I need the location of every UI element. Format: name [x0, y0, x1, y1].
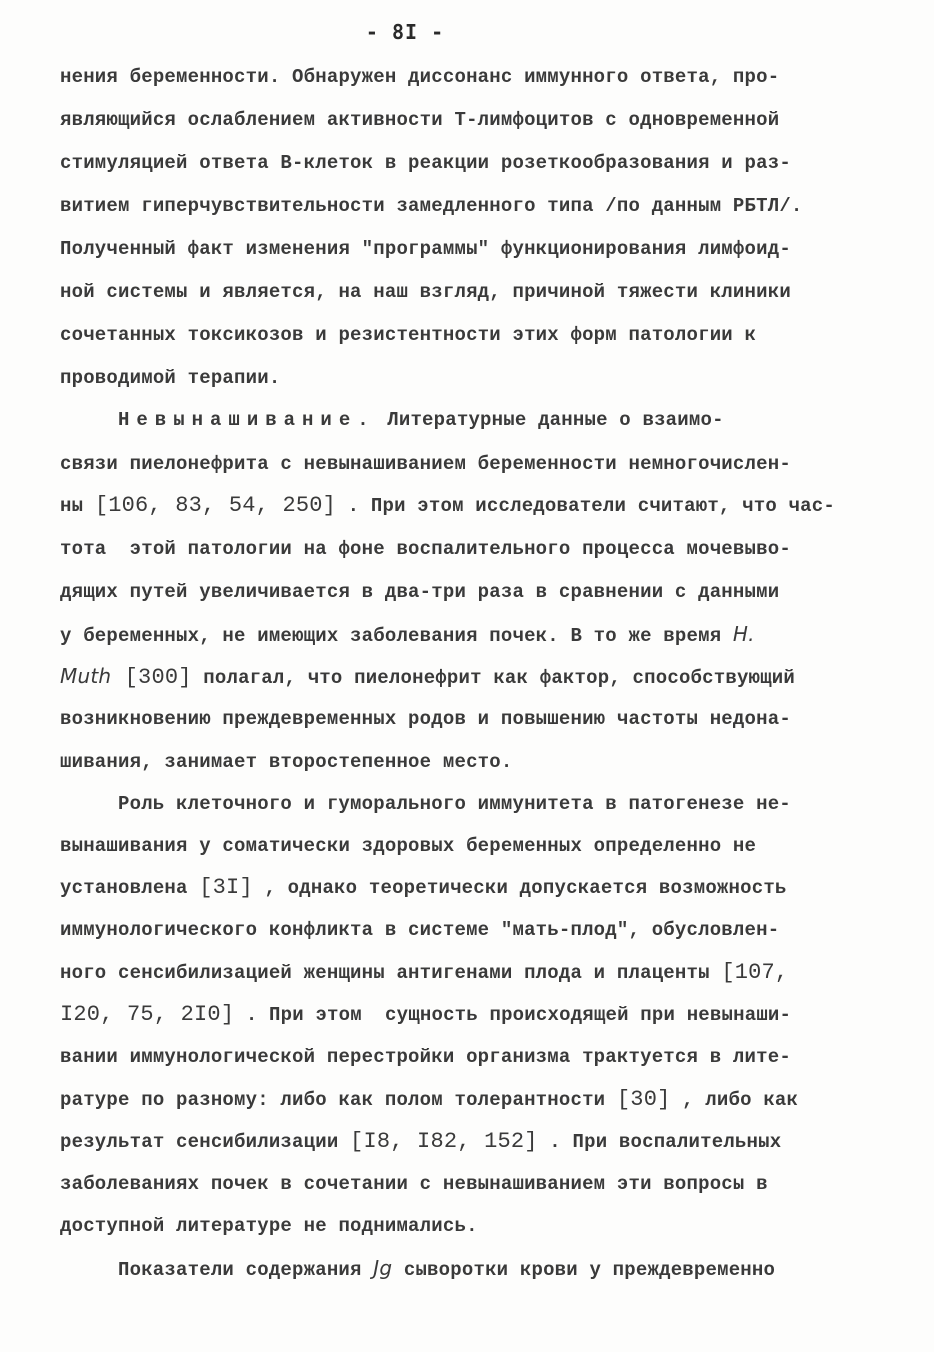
citation: [106, 83, 54, 250]: [94, 493, 337, 518]
text-span: у беременных, не имеющих заболевания почек. В то же время: [60, 625, 733, 647]
text-span: ны: [60, 495, 95, 517]
text-span: . При этом сущность происходящей при невынаши-: [234, 1004, 792, 1026]
text-line: иммунологического конфликта в системе "мать-плод", обусловлен-: [60, 919, 780, 941]
text-line: проводимой терапии.: [60, 367, 281, 389]
text-line: шивания, занимает второстепенное место.: [60, 751, 513, 773]
text-line: Полученный факт изменения "программы" функционирования лимфоид-: [60, 238, 791, 260]
page-number: - 8I -: [365, 20, 445, 44]
citation: [30]: [616, 1087, 671, 1112]
section-heading: Невынашивание.: [118, 409, 376, 431]
text-span: сыворотки крови у преждевременно: [392, 1259, 776, 1281]
text-line: [60, 1088, 798, 1112]
text-span: , однако теоретически допускается возможность: [252, 877, 787, 899]
citation: [107,: [721, 960, 789, 985]
text-line: [60, 961, 788, 985]
text-line: стимуляцией ответа В-клеток в реакции розеткообразования и раз-: [60, 152, 791, 174]
text-line: [60, 622, 755, 648]
text-line: [60, 1130, 781, 1154]
text-line: заболеваниях почек в сочетании с невынашиванием эти вопросы в: [60, 1173, 768, 1195]
text-line: тота этой патологии на фоне воспалительного процесса мочевыво-: [60, 538, 791, 560]
text-line: доступной литературе не поднимались.: [60, 1215, 478, 1237]
text-line: [60, 876, 787, 900]
citation: I20, 75, 2I0]: [60, 1002, 235, 1027]
text-line: витием гиперчувствительности замедленного типа /по данным РБТЛ/.: [60, 195, 803, 217]
text-span: ратуре по разному: либо как полом толерантности: [60, 1089, 617, 1111]
text-span: . При воспалительных: [537, 1131, 782, 1153]
text-line: нения беременности. Обнаружен диссонанс иммунного ответа, про-: [60, 66, 780, 88]
text-span: Литературные данные о взаимо-: [375, 409, 724, 431]
text-line: связи пиелонефрита с невынашиванием беременности немногочислен-: [60, 453, 791, 475]
text-line: вынашивания у соматически здоровых беременных определенно не: [60, 835, 757, 857]
citation: [I8, I82, 152]: [350, 1129, 538, 1154]
text-span: , либо как: [670, 1089, 799, 1111]
text-span: . При этом исследователи считают, что час-: [336, 495, 835, 517]
author-initial: H.: [732, 622, 755, 646]
text-line: [60, 664, 795, 690]
text-line: ной системы и является, на наш взгляд, причиной тяжести клиники: [60, 281, 791, 303]
text-line: дящих путей увеличивается в два-три раза в сравнении с данными: [60, 581, 780, 603]
text-line: являющийся ослаблением активности Т-лимфоцитов с одновременной: [60, 109, 780, 131]
citation: [3I]: [199, 875, 253, 900]
text-span: результат сенсибилизации: [60, 1131, 351, 1153]
text-span: Показатели содержания: [118, 1259, 374, 1281]
text-line: вании иммунологической перестройки организма трактуется в лите-: [60, 1046, 791, 1068]
text-line: возникновению преждевременных родов и повышению частоты недона-: [60, 708, 791, 730]
paragraph-heading-line: [118, 408, 724, 432]
immunoglobulin-symbol: Jg: [373, 1256, 393, 1280]
text-span: установлена: [60, 877, 200, 899]
text-line: Роль клеточного и гуморального иммунитета в патогенезе не-: [118, 793, 791, 815]
text-span: полагал, что пиелонефрит как фактор, способствующий: [191, 667, 795, 689]
text-line: [60, 1003, 791, 1027]
text-span: ного сенсибилизацией женщины антигенами плода и плаценты: [60, 962, 722, 984]
text-line: [60, 494, 835, 518]
text-line: [118, 1256, 775, 1282]
text-line: сочетанных токсикозов и резистентности этих форм патологии к: [60, 324, 757, 346]
citation: [300]: [111, 665, 192, 690]
author-name: Muth: [60, 664, 112, 688]
